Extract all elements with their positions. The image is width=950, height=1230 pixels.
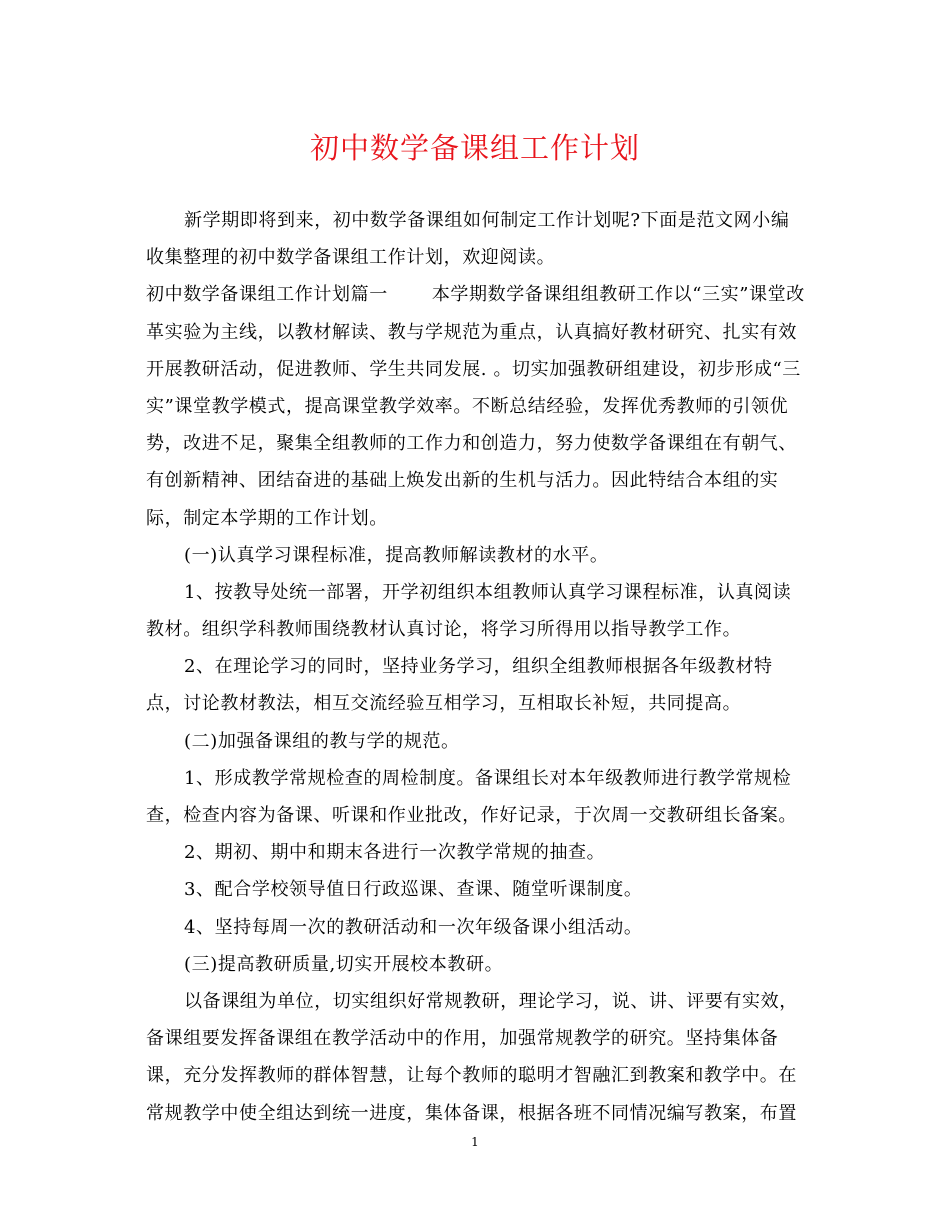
body-line: 2、期初、期中和期末各进行一次教学常规的抽查。 [184, 842, 606, 864]
document-title: 初中数学备课组工作计划 [309, 131, 640, 165]
body-line: 收集整理的初中数学备课组工作计划，欢迎阅读。 [146, 247, 556, 269]
body-line: 教材。组织学科教师围绕教材认真讨论，将学习所得用以指导教学工作。 [146, 619, 742, 641]
body-line: 1、按教导处统一部署，开学初组织本组教师认真学习课程标准，认真阅读 [184, 581, 792, 603]
body-line: 2、在理论学习的同时，坚持业务学习，组织全组教师根据各年级教材特 [184, 656, 773, 678]
body-line: 查，检查内容为备课、听课和作业批改，作好记录，于次周一交教研组长备案。 [146, 805, 797, 826]
body-text: 本学期数学备课组组教研工作以“三实”课堂改 [431, 284, 805, 306]
body-line: 点，讨论教材教法，相互交流经验互相学习，互相取长补短，共同提高。 [146, 693, 742, 715]
section-heading: 初中数学备课组工作计划篇一 [146, 284, 388, 306]
page-number: 1 [471, 1135, 479, 1149]
body-line: 4、坚持每周一次的教研活动和一次年级备课小组活动。 [184, 916, 643, 938]
section-heading-line: (一)认真学习课程标准，提高教师解读教材的水平。 [184, 544, 609, 566]
body-line: 课，充分发挥教师的群体智慧，让每个教师的聪明才智融汇到教案和教学中。在 [146, 1065, 797, 1087]
body-line: 1、形成教学常规检查的周检制度。备课组长对本年级教师进行教学常规检 [184, 767, 792, 789]
body-line: 新学期即将到来，初中数学备课组如何制定工作计划呢?下面是范文网小编 [184, 210, 790, 231]
body-line: 实”课堂教学模式，提高课堂教学效率。不断总结经验，发挥优秀教师的引领优 [146, 395, 789, 417]
body-line: 有创新精神、团结奋进的基础上焕发出新的生机与活力。因此特结合本组的实 [146, 470, 779, 492]
body-line: 开展教研活动，促进教师、学生共同发展. 。切实加强教研组建设，初步形成“三 [146, 358, 801, 380]
body-line: 以备课组为单位，切实组织好常规教研，理论学习，说、讲、评要有实效， [184, 990, 798, 1012]
body-line: 际，制定本学期的工作计划。 [146, 507, 388, 529]
document-body [146, 202, 806, 1132]
body-line: 势，改进不足，聚集全组教师的工作力和创造力，努力使数学备课组在有朝气、 [146, 433, 797, 455]
body-line: 革实验为主线，以教材解读、教与学规范为重点，认真搞好教材研究、扎实有效 [146, 321, 797, 343]
body-line: 备课组要发挥备课组在教学活动中的作用，加强常规教学的研究。坚持集体备 [146, 1028, 779, 1050]
body-line-with-heading [146, 276, 806, 313]
section-heading-line: (三)提高教研质量,切实开展校本教研。 [184, 953, 504, 975]
section-heading-line: (二)加强备课组的教与学的规范。 [184, 730, 460, 752]
body-line: 常规教学中使全组达到统一进度，集体备课，根据各班不同情况编写教案，布置 [146, 1102, 797, 1124]
body-line: 3、配合学校领导值日行政巡课、查课、随堂听课制度。 [184, 879, 643, 901]
